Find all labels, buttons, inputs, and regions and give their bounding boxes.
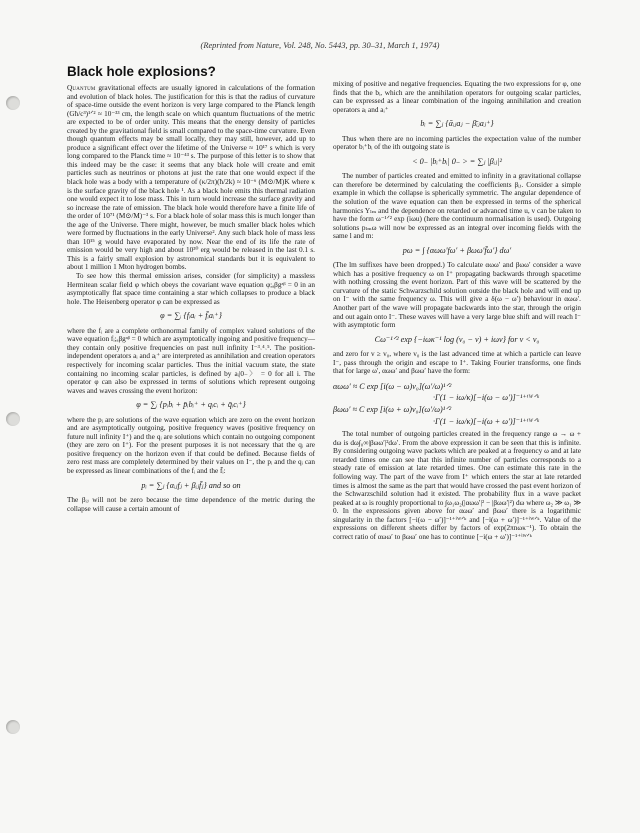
paragraph: Thus when there are no incoming particles the expectation value of the number operator bᵢ⁺bᵢ of the ith outgoing state is [333,134,581,152]
reprint-note: (Reprinted from Nature, Vol. 248, No. 5443, pp. 30–31, March 1, 1974) [200,41,440,50]
paragraph: and zero for v ≥ v₀, where v₀ is the last advanced time at which a particle can leave I⁻, pass through the origin and escape to I⁺. Taking Fourier transforms, one finds that for large ω′, αωω′ and βωω′ have the form: [333,350,581,376]
paragraph: where the fᵢ are a complete orthonormal family of complex valued solutions of the wave equation fᵢ;ₐβgᵃᵝ = 0 which are asymptotically ingoing and positive frequency—they contain only positive frequencies on past null infinity I⁻³˒⁴˒⁵. The position-independent operators aᵢ and aᵢ⁺ are interpreted as annihilation and creation operators respectively for incoming scalar particles. Thus the initial vacuum state, the state containing no incoming scalar particles, is defined by aᵢ|0₋〉 = 0 for all i. The operator φ can also be expressed in terms of solutions which represent outgoing waves and waves crossing the event horizon: [67,326,315,395]
paragraph: where the pᵢ are solutions of the wave equation which are zero on the event horizon and are asymptotically outgoing, positive frequency waves (positive frequency on future null infinity I⁺) and the qᵢ are solutions which contain no outgoing component (they are zero on I⁺). For the present purposes it is not necessary that the qᵢ are positive frequency on the horizon even if that could be defined. Because fields of zero rest mass are completely determined by their values on I⁻, the pᵢ and the qᵢ can be expressed as linear combinations of the fᵢ and the f̄ᵢ: [67,415,315,475]
paragraph-text: gravitational effects are usually ignored in calculations of the formation and evolution of black holes. The justification for this is that the radius of curvature of space-time outside the event horizon is very large compared to the Planck length (Għ/c³)¹ᐟ² ≈ 10⁻³³ cm, the length scale on which quantum fluctuations of the metric are expected to be of order unity. This means that the energy density of particles created by the gravitational field is small compared to the space-time curvature. Even though quantum effects may be small locally, they may still, however, add up to produce a significant effect over the lifetime of the Universe ≈ 10¹⁷ s which is very long compared to the Planck time ≈ 10⁻⁴³ s. The purpose of this letter is to show that this indeed may be the case: it seems that any black hole will create and emit particles such as neutrinos or photons at just the rate that one would expect if the black hole was a body with a temperature of (κ/2π)(ħ/2k) ≈ 10⁻⁶ (M⊙/M)K where κ is the surface gravity of the black hole ¹. As a black hole emits this thermal radiation one would expect it to lose mass. This in turn would increase the surface gravity and so increase the rate of emission. The black hole would therefore have a finite life of the order of 10⁷¹ (M⊙/M)⁻³ s. For a black hole of solar mass this is much longer than the age of the Universe. There might, however, be much smaller black holes which were formed by fluctuations in the early Universe². Any such black hole of mass less than 10¹⁵ g would have evaporated by now. Near the end of its life the rate of emission would be very high and about 10³⁰ erg would be released in the last 0.1 s. This is a fairly small explosion by astronomical standards but it is equivalent to about 1 million 1 Mton hydrogen bombs. [67,84,315,272]
equation: φ = ∑ᵢ {pᵢbᵢ + p̄ᵢbᵢ⁺ + qᵢcᵢ + q̄ᵢcᵢ⁺} [136,400,246,410]
paragraph [67,84,315,272]
left-column [67,84,315,513]
dropcap-word: Quantum [67,84,96,92]
paragraph: The total number of outgoing particles created in the frequency range ω → ω + dω is dω∫₀∞|βωω′|²dω′. From the above expression it can be seen that this is infinite. By considering outgoing wave packets which are peaked at a frequency ω and at late retarded times one can see that this infinite number of particles corresponds to a steady rate of emission at late retarded times. One can estimate this rate in the following way. The part of the wave from I⁺ which enters the star at late retarded times is almost the same as the part that would have crossed the past event horizon of the Schwarzschild solution had it existed. The probability flux in a wave packet peaked at ω is roughly proportional to ∫ω₁ω₂(|αωω′|² − |βωω′|²) dω where ω₂ ≫ ω₁ ≫ 0. In the expressions given above for αωω′ and βωω′ there is a logarithmic singularity in the factors [−i(ω − ω′)]⁻¹⁺ⁱᵂᐟᵏ and [−i(ω + ω′)]⁻¹⁺ⁱᵂᐟᵏ. Value of the expressions on different sheets differ by factors of exp(2πnωκ⁻¹). To obtain the correct ratio of αωω′ to βωω′ one has to continue [−i(ω + ω′)]⁻¹⁺ⁱᵂᐟᵏ [333,430,581,541]
paragraph: The βᵢⱼ will not be zero because the time dependence of the metric during the collapse will cause a certain amount of [67,496,315,513]
paragraph: The number of particles created and emitted to infinity in a gravitational collapse can therefore be determined by calculating the coefficients βᵢⱼ. Consider a simple example in which the collapse is spherically symmetric. The angular dependence of the solution of the wave equation can then be expressed in terms of the spherical harmonics Yₗₘ and the dependence on retarded or advanced time u, v can be taken to have the form ω⁻¹ᐟ² exp (iωu) (here the continuum normalisation is used). Outgoing solutions pₗₘω will now be expressed as an integral over incoming fields with the same l and m: [333,172,581,241]
equation: bᵢ = ∑ⱼ {ᾱᵢⱼaⱼ − β̄ᵢⱼaⱼ⁺} [420,119,494,129]
equation: pω = ∫ {αωω′fω′ + βωω′f̄ω′} dω′ [402,245,512,255]
article-title: Black hole explosions? [67,64,216,79]
equation: pᵢ = ∑ⱼ {αᵢⱼfⱼ + βᵢⱼf̄ⱼ} and so on [141,480,241,490]
paragraph: mixing of positive and negative frequencies. Equating the two expressions for φ, one finds that the bᵢ, which are the annihilation operators for outgoing scalar particles, can be expressed as a linear combination of the ingoing annihilation and creation operators aᵢ and aᵢ⁺ [333,80,581,114]
binder-hole-bottom [6,720,20,734]
paragraph: To see how this thermal emission arises, consider (for simplicity) a massless Hermitean scalar field φ which obeys the covariant wave equation φ;ₐβgᵃᵝ = 0 in an asymptotically flat space time containing a star which collapses to produce a black hole. The Heisenberg operator φ can be expressed as [67,272,315,306]
equation-line: ·Γ(1 − iω/κ)[−i(ω − ω′)]⁻¹⁺ⁱᵂᐟᵏ [433,393,539,403]
equation: φ = ∑ᵢ {fᵢaᵢ + f̄ᵢaᵢ⁺} [160,311,222,321]
equation: < 0₋ |bᵢ⁺bᵢ| 0₋ > = ∑ⱼ |βᵢⱼ|² [412,156,502,166]
binder-hole-top [6,96,20,110]
paragraph: (The lm suffixes have been dropped.) To calculate αωω′ and βωω′ consider a wave which has a positive frequency ω on I⁺ propagating backwards through spacetime with nothing crossing the event horizon. Part of this wave will be scattered by the curvature of the static Schwarzschild solution outside the black hole and will end up on I⁻ with the same frequency ω. This will give a δ(ω − ω′) behaviour in αωω′. Another part of the wave will propagate backwards into the star, through the origin and out again onto I⁻. These waves will have a very large blue shift and will reach I⁻ with asymptotic form [333,261,581,330]
right-column [333,80,581,541]
equation-line: ·Γ(1 − iω/κ)[−i(ω + ω′)]⁻¹⁺ⁱᵂᐟᵏ [433,416,539,426]
equation-line: αωω′ ≈ C exp [i(ω − ω)v₀](ω′/ω)¹ᐟ² [333,381,452,391]
equation-line: βωω′ ≈ C exp [i(ω + ω)v₀](ω′/ω)¹ᐟ² [333,405,452,415]
equation-block [333,381,581,427]
equation: Cω⁻¹ᐟ² exp {−iωκ⁻¹ log (v₀ − v) + iωv} for v < v₀ [374,334,540,344]
binder-hole-middle [6,412,20,426]
